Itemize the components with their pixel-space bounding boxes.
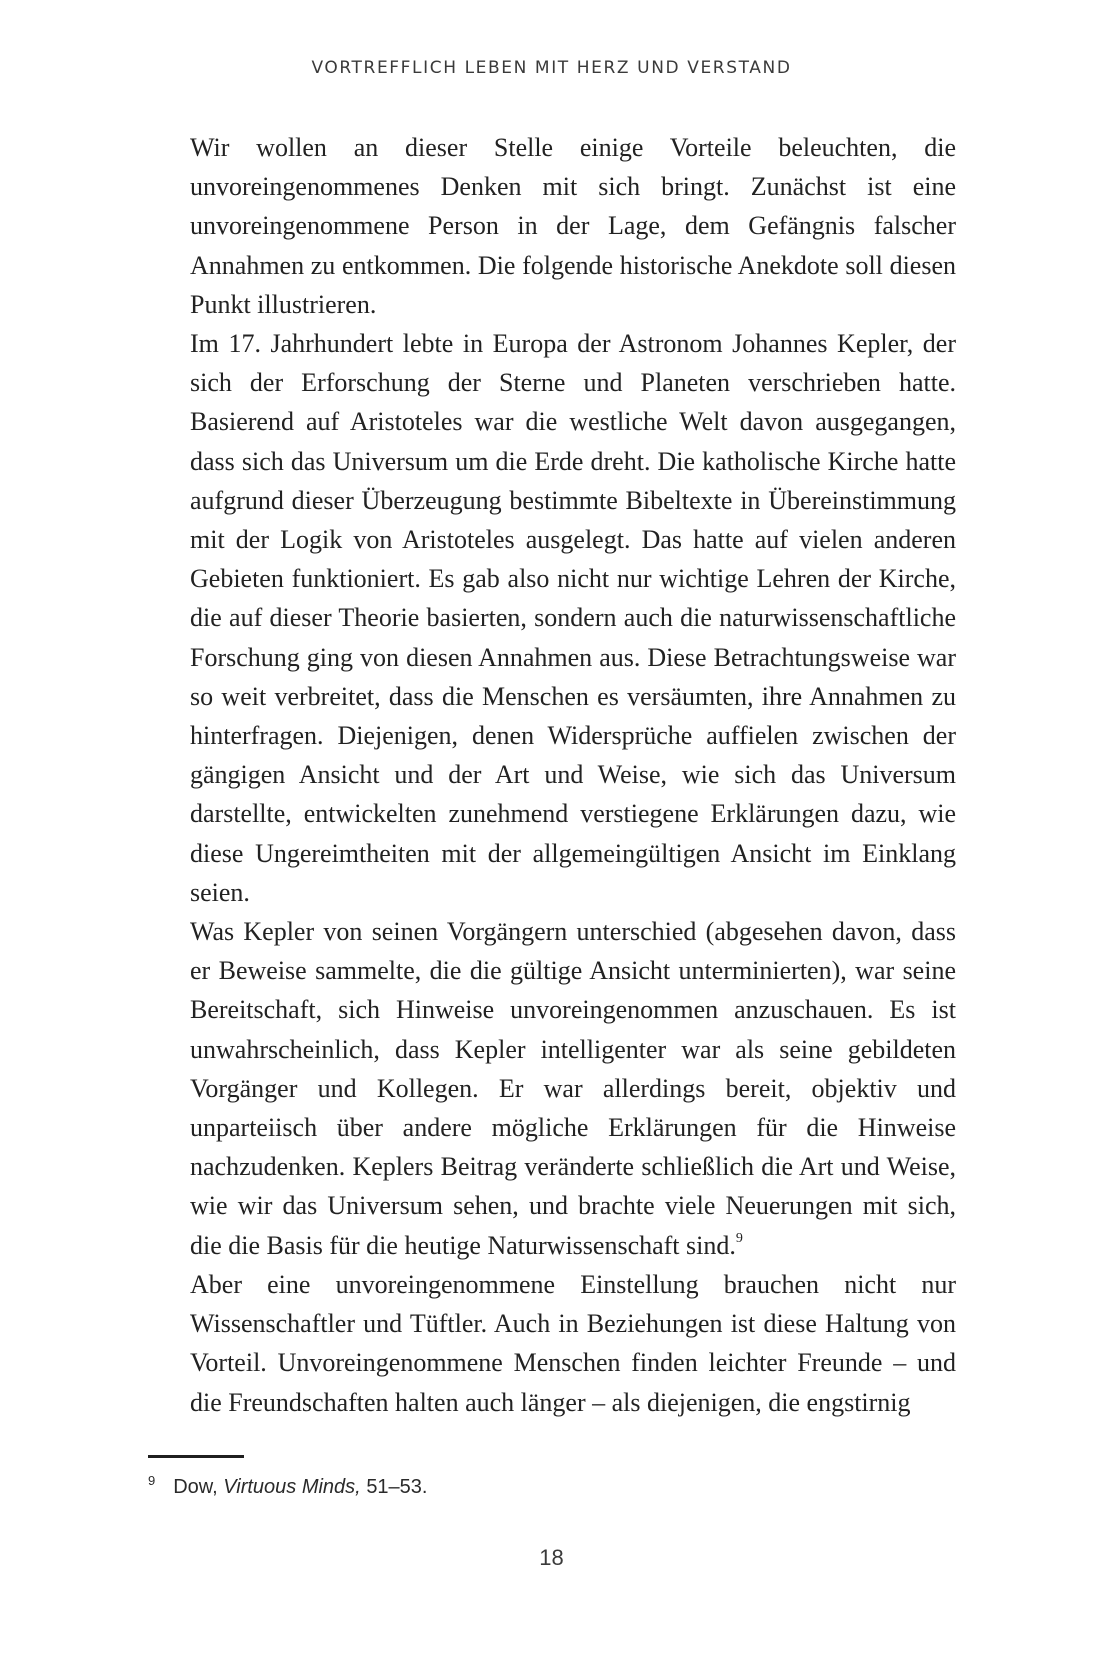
paragraph-text: Wir wollen an dieser Stelle einige Vorteile beleuchten, die unvoreingenommenes Denken mit sich bringt. Zunächst ist eine unvoreingenommene Person in der Lage, dem Gefängnis falscher Annahmen zu entkommen. Die folgende historische Anekdote soll diesen Punkt illustrieren. [190,133,956,319]
paragraph-text: Im 17. Jahrhundert lebte in Europa der Astronom Johannes Kepler, der sich der Erforschung der Sterne und Planeten verschrieben hatte. Basierend auf Aristoteles war die westliche Welt davon ausgegangen, dass sich das Universum um die Erde dreht. Die katholische Kirche hatte aufgrund dieser Überzeugung bestimmte Bibeltexte in Übereinstimmung mit der Logik von Aristoteles ausgelegt. Das hatte auf vielen anderen Gebieten funktioniert. Es gab also nicht nur wichtige Lehren der Kirche, die auf dieser Theorie basierten, sondern auch die naturwissenschaftliche Forschung ging von diesen Annahmen aus. Diese Betrachtungsweise war so weit verbreitet, dass die Menschen es versäumten, ihre Annahmen zu hinterfragen. Diejenigen, denen Widersprüche auffielen zwischen der gängigen Ansicht und der Art und Weise, wie sich das Universum darstellte, entwickelten zunehmend verstiegene Erklärungen dazu, wie diese Ungereimtheiten mit der allgemeingültigen Ansicht im Einklang seien. [190,329,956,907]
paragraph-text: Aber eine unvoreingenommene Einstellung brauchen nicht nur Wissenschaftler und Tüftler. Auch in Beziehungen ist diese Haltung von Vorteil. Unvoreingenommene Menschen finden leichter Freunde – und die Freundschaften halten auch länger – als diejenigen, die engstirnig [190,1269,956,1417]
paragraph [190,1265,956,1422]
page-number: 18 [539,1545,564,1570]
footnote-author: Dow, [173,1476,218,1498]
footnote-mark: 9 [148,1473,156,1488]
paragraph-text: Was Kepler von seinen Vorgängern unterschied (abgesehen davon, dass er Beweise sammelte, die die gültige Ansicht unterminierten), war seine Bereitschaft, sich Hinweise unvoreingenommen anzuschauen. Es ist unwahrscheinlich, dass Kepler intelligenter war als seine gebildeten Vorgänger und Kollegen. Er war allerdings bereit, objektiv und unparteiisch über andere mögliche Erklärungen für die Hinweise nachzudenken. Keplers Beitrag veränderte schließlich die Art und Weise, wie wir das Universum sehen, und brachte viele Neuerungen mit sich, die die Basis für die heutige Naturwissenschaft sind. [190,917,956,1260]
paragraph [190,128,956,324]
footnote-divider [148,1455,244,1458]
paragraph [190,912,956,1265]
body-text [190,128,956,1422]
footnote-reference[interactable]: 9 [735,1230,743,1246]
footnote-title: Virtuous Minds, [223,1476,361,1498]
paragraph [190,324,956,912]
footnote-pages: 51–53. [366,1476,428,1498]
running-head: VORTREFFLICH LEBEN MIT HERZ UND VERSTAND [311,58,792,78]
footnote [148,1473,427,1499]
